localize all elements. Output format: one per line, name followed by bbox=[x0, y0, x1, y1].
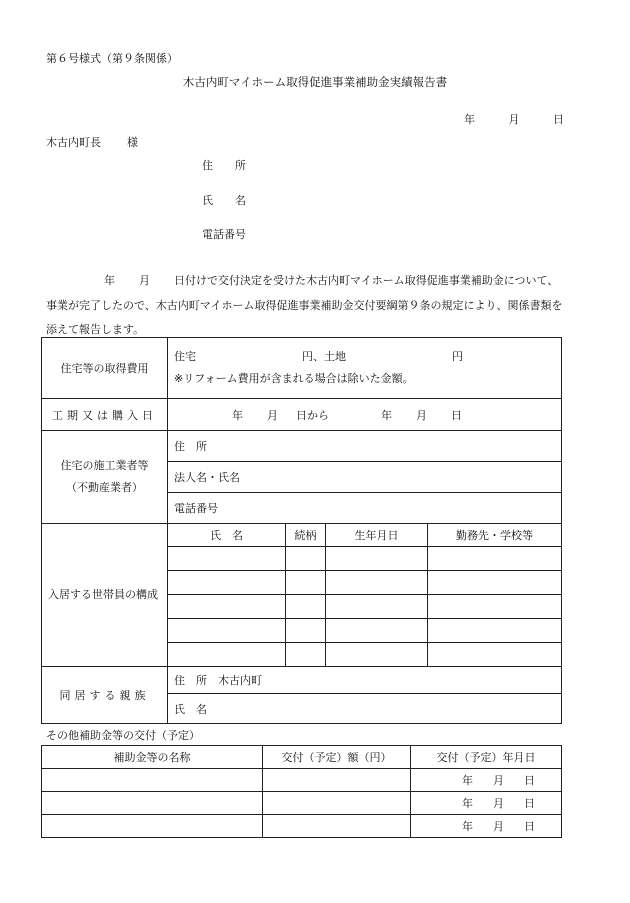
household-cell[interactable] bbox=[168, 595, 286, 619]
household-cell[interactable] bbox=[168, 619, 286, 643]
household-header-relation: 続柄 bbox=[286, 524, 326, 547]
household-header-name: 氏 名 bbox=[168, 524, 286, 547]
date-day-char: 日 bbox=[524, 820, 535, 833]
applicant-name-char2: 名 bbox=[235, 194, 246, 207]
body-text: 日付けで交付決定を受けた木古内町マイホーム取得促進事業補助金について、事業が完了したので、木古内町マイホーム取得促進事業補助金交付要綱第９条の規定により、関係書類を添えて報告します。 bbox=[46, 274, 563, 336]
cost-yen-land: 円、土地 bbox=[302, 350, 346, 363]
household-cell[interactable] bbox=[326, 619, 428, 643]
household-header-birthdate: 生年月日 bbox=[326, 524, 428, 547]
date-year-char: 年 bbox=[462, 797, 473, 810]
cohabit-address-field[interactable]: 住 所 木古内町 bbox=[168, 667, 562, 694]
household-cell[interactable] bbox=[428, 619, 562, 643]
subsidy-header-date: 交付（予定）年月日 bbox=[411, 746, 562, 769]
subsidy-date-cell[interactable] bbox=[411, 792, 562, 815]
main-form-table bbox=[41, 337, 562, 724]
applicant-address-char2: 所 bbox=[235, 159, 246, 172]
household-cell[interactable] bbox=[326, 547, 428, 571]
cost-label: 住宅等の取得費用 bbox=[42, 338, 168, 399]
period-from: 日から bbox=[296, 408, 329, 422]
subsidy-date-cell[interactable] bbox=[411, 769, 562, 792]
household-label: 入居する世帯員の構成 bbox=[42, 524, 168, 667]
household-cell[interactable] bbox=[168, 571, 286, 595]
subsidy-amount-cell[interactable] bbox=[263, 769, 411, 792]
contractor-label-sub: （不動産業者） bbox=[66, 481, 143, 494]
date-month: 月 bbox=[508, 113, 520, 126]
cohabit-label: 同居する親族 bbox=[42, 667, 168, 724]
contractor-address-row bbox=[42, 431, 562, 462]
subsidy-amount-cell[interactable] bbox=[263, 815, 411, 838]
cohabit-name-field[interactable]: 氏 名 bbox=[168, 694, 562, 724]
household-cell[interactable] bbox=[286, 643, 326, 667]
subsidy-row bbox=[42, 769, 562, 792]
period-day2: 日 bbox=[451, 408, 462, 422]
household-cell[interactable] bbox=[428, 571, 562, 595]
other-subsidy-table bbox=[41, 745, 562, 838]
applicant-phone-label: 電話番号 bbox=[202, 228, 246, 241]
addressee-name: 木古内町長 bbox=[46, 136, 101, 149]
household-cell[interactable] bbox=[168, 547, 286, 571]
household-cell[interactable] bbox=[428, 643, 562, 667]
period-field[interactable] bbox=[168, 399, 562, 431]
subsidy-header-name: 補助金等の名称 bbox=[42, 746, 263, 769]
subsidy-name-cell[interactable] bbox=[42, 792, 263, 815]
addressee bbox=[46, 134, 138, 150]
form-title: 木古内町マイホーム取得促進事業補助金実績報告書 bbox=[182, 75, 448, 89]
date-day-char: 日 bbox=[524, 774, 535, 787]
contractor-address-field[interactable]: 住 所 bbox=[168, 431, 562, 462]
subsidy-name-cell[interactable] bbox=[42, 769, 263, 792]
period-month2: 月 bbox=[416, 408, 427, 422]
addressee-honorific: 様 bbox=[127, 136, 138, 149]
date-year-char: 年 bbox=[462, 774, 473, 787]
applicant-address-label bbox=[202, 157, 246, 173]
report-date bbox=[434, 111, 564, 127]
cost-note: ※リフォーム費用が含まれる場合は除いた金額。 bbox=[174, 372, 414, 385]
subsidy-amount-cell[interactable] bbox=[263, 792, 411, 815]
report-body bbox=[46, 269, 566, 343]
other-subsidy-label: その他補助金等の交付（予定） bbox=[46, 729, 200, 742]
period-month1: 月 bbox=[267, 408, 278, 422]
household-header-row bbox=[42, 524, 562, 547]
applicant-name-label bbox=[202, 192, 246, 208]
date-day-char: 日 bbox=[524, 797, 535, 810]
subsidy-header-row bbox=[42, 746, 562, 769]
household-cell[interactable] bbox=[286, 571, 326, 595]
cost-house: 住宅 bbox=[174, 350, 196, 363]
household-cell[interactable] bbox=[326, 643, 428, 667]
date-year-char: 年 bbox=[462, 820, 473, 833]
body-month: 月 bbox=[139, 274, 150, 287]
period-year1: 年 bbox=[232, 408, 243, 422]
household-cell[interactable] bbox=[428, 547, 562, 571]
household-cell[interactable] bbox=[326, 571, 428, 595]
subsidy-name-cell[interactable] bbox=[42, 815, 263, 838]
subsidy-date-cell[interactable] bbox=[411, 815, 562, 838]
date-month-char: 月 bbox=[493, 820, 504, 833]
period-row bbox=[42, 399, 562, 431]
contractor-phone-field[interactable]: 電話番号 bbox=[168, 493, 562, 524]
household-cell[interactable] bbox=[286, 619, 326, 643]
applicant-name-char1: 氏 bbox=[202, 194, 213, 207]
household-cell[interactable] bbox=[286, 547, 326, 571]
date-year: 年 bbox=[464, 113, 475, 126]
cost-yen: 円 bbox=[452, 350, 463, 363]
household-cell[interactable] bbox=[428, 595, 562, 619]
date-month-char: 月 bbox=[493, 774, 504, 787]
date-month-char: 月 bbox=[493, 797, 504, 810]
cost-row bbox=[42, 338, 562, 399]
household-cell[interactable] bbox=[326, 595, 428, 619]
household-cell[interactable] bbox=[286, 595, 326, 619]
form-number: 第６号様式（第９条関係） bbox=[46, 52, 178, 65]
period-label: 工期又は購入日 bbox=[42, 399, 168, 431]
contractor-corp-field[interactable]: 法人名・氏名 bbox=[168, 462, 562, 493]
date-day: 日 bbox=[553, 113, 564, 126]
household-cell[interactable] bbox=[168, 643, 286, 667]
body-year: 年 bbox=[104, 274, 115, 287]
applicant-address-char1: 住 bbox=[202, 159, 213, 172]
subsidy-header-amount: 交付（予定）額（円） bbox=[263, 746, 411, 769]
contractor-label bbox=[42, 431, 168, 524]
subsidy-row bbox=[42, 792, 562, 815]
cost-field[interactable] bbox=[168, 338, 562, 399]
household-header-workplace: 勤務先・学校等 bbox=[428, 524, 562, 547]
subsidy-row bbox=[42, 815, 562, 838]
period-year2: 年 bbox=[381, 408, 392, 422]
cohabit-address-row bbox=[42, 667, 562, 694]
contractor-label-main: 住宅の施工業者等 bbox=[60, 459, 149, 472]
